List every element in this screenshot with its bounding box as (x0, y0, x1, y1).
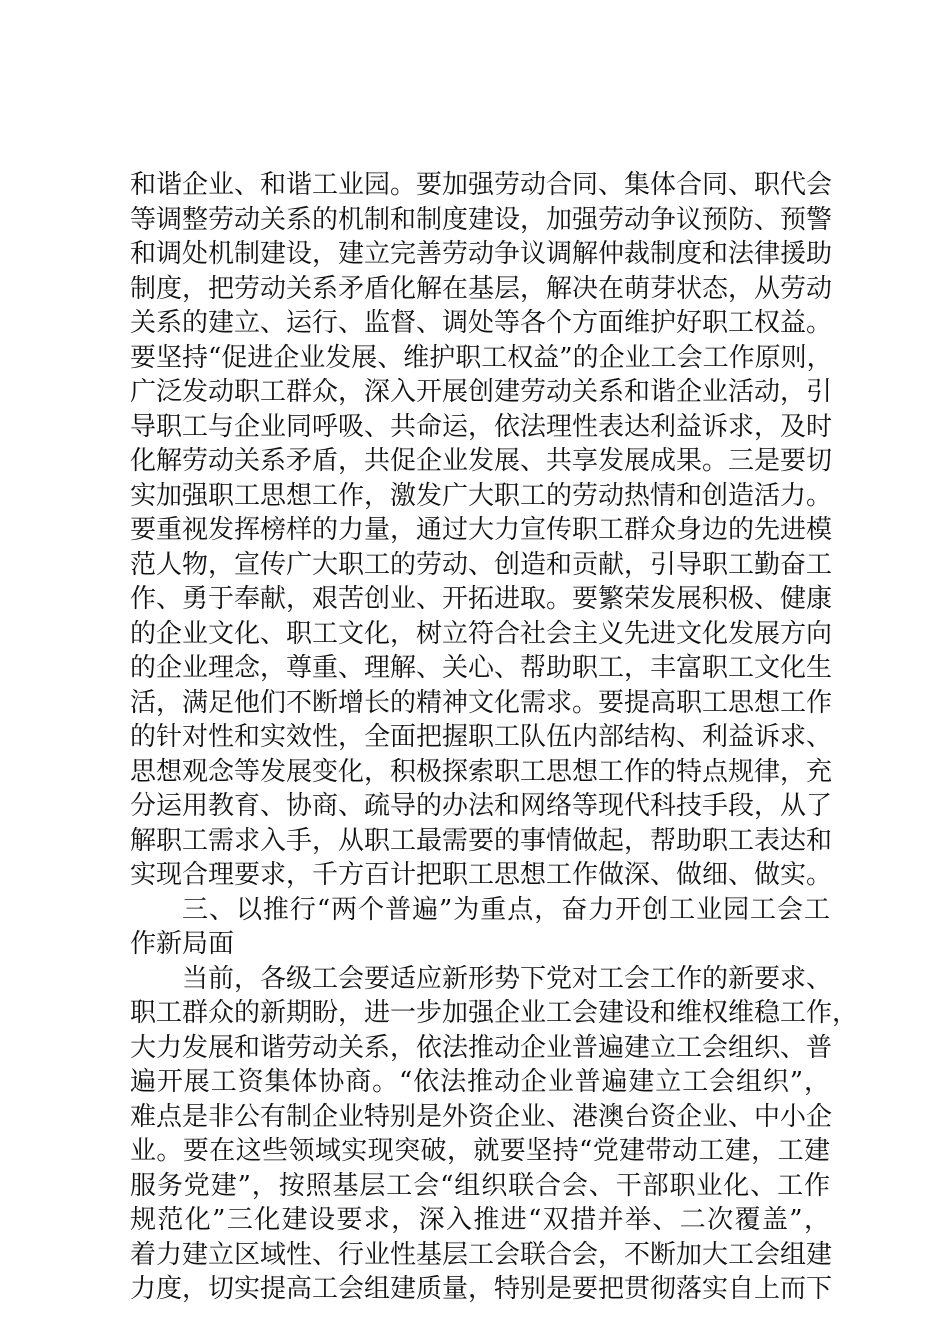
text-line: 要重视发挥榜样的力量，通过大力宣传职工群众身边的先进模 (130, 515, 833, 545)
text-line: 实现合理要求，千方百计把职工思想工作做深、做细、做实。 (130, 860, 833, 890)
text-line: 业。要在这些领域实现突破，就要坚持“党建带动工建，工建 (130, 1136, 830, 1166)
text-line: 大力发展和谐劳动关系，依法推动企业普遍建立工会组织、普 (130, 1032, 833, 1063)
text-line: 要坚持“促进企业发展、维护职工权益”的企业工会工作原则， (130, 342, 833, 373)
text-line: 难点是非公有制企业特别是外资企业、港澳台资企业、中小企 (130, 1101, 833, 1132)
text-line: 职工群众的新期盼，进一步加强企业工会建设和维权维稳工作， (130, 998, 859, 1028)
body-text (130, 168, 859, 1307)
text-line: 着力建立区域性、行业性基层工会联合会，不断加大工会组建 (130, 1239, 833, 1270)
text-line: 导职工与企业同呼吸、共命运，依法理性表达利益诉求，及时 (130, 411, 833, 442)
paragraph-start: 当前，各级工会要适应新形势下党对工会工作的新要求、 (182, 963, 833, 994)
text-line: 和谐企业、和谐工业园。要加强劳动合同、集体合同、职代会 (130, 170, 833, 200)
text-line: 关系的建立、运行、监督、调处等各个方面维护好职工权益。 (130, 308, 833, 338)
text-line: 实加强职工思想工作，激发广大职工的劳动热情和创造活力。 (130, 480, 833, 511)
text-line: 力度，切实提高工会组建质量，特别是要把贯彻落实自上而下 (130, 1274, 833, 1304)
text-line: 分运用教育、协商、疏导的办法和网络等现代科技手段，从了 (130, 791, 833, 821)
text-line: 制度，把劳动关系矛盾化解在基层，解决在萌芽状态，从劳动 (130, 273, 833, 304)
text-line: 和调处机制建设，建立完善劳动争议调解仲裁制度和法律援助 (130, 239, 833, 269)
text-line: 服务党建”，按照基层工会“组织联合会、干部职业化、工作 (130, 1170, 830, 1201)
section-heading: 三、以推行“两个普遍”为重点，奋力开创工业园工会工 (182, 894, 830, 925)
text-line: 规范化”三化建设要求，深入推进“双措并举、二次覆盖”， (130, 1205, 830, 1235)
text-line: 的企业文化、职工文化，树立符合社会主义先进文化发展方向 (130, 618, 833, 649)
text-line: 的针对性和实效性，全面把握职工队伍内部结构、利益诉求、 (130, 722, 833, 752)
text-line: 遍开展工资集体协商。“依法推动企业普遍建立工会组织”， (130, 1067, 830, 1097)
section-heading-continued: 作新局面 (130, 929, 235, 959)
text-line: 思想观念等发展变化，积极探索职工思想工作的特点规律，充 (130, 756, 833, 787)
text-line: 化解劳动关系矛盾，共促企业发展、共享发展成果。三是要切 (130, 446, 833, 476)
text-line: 解职工需求入手，从职工最需要的事情做起，帮助职工表达和 (130, 825, 833, 856)
text-line: 作、勇于奉献，艰苦创业、开拓进取。要繁荣发展积极、健康 (130, 584, 833, 614)
text-line: 的企业理念，尊重、理解、关心、帮助职工，丰富职工文化生 (130, 653, 833, 683)
text-line: 等调整劳动关系的机制和制度建设，加强劳动争议预防、预警 (130, 204, 833, 235)
text-line: 范人物，宣传广大职工的劳动、创造和贡献，引导职工勤奋工 (130, 549, 833, 580)
text-line: 活，满足他们不断增长的精神文化需求。要提高职工思想工作 (130, 687, 833, 718)
text-line: 广泛发动职工群众，深入开展创建劳动关系和谐企业活动，引 (130, 377, 833, 407)
